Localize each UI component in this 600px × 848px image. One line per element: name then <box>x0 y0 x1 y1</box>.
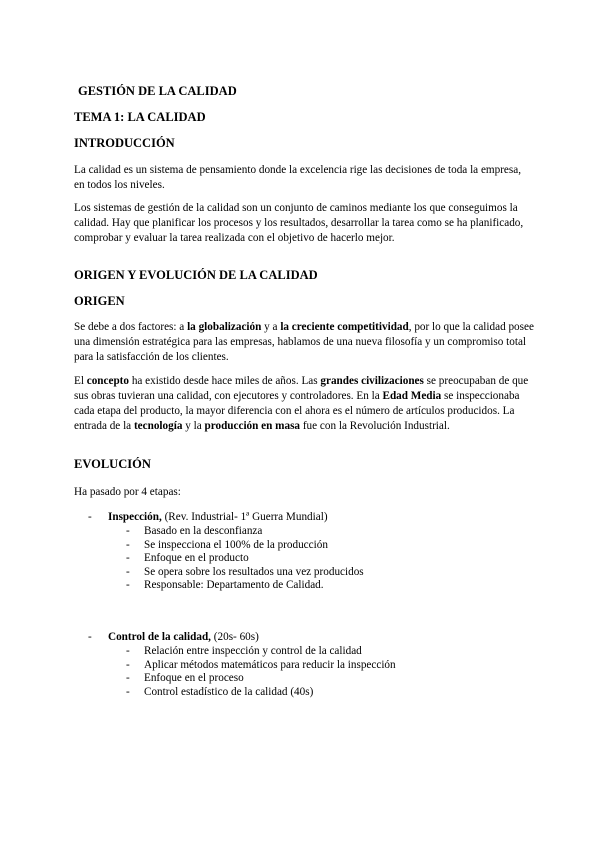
bullet-dash: - <box>126 645 130 657</box>
stage-detail: (20s- 60s) <box>210 631 259 643</box>
stage-heading <box>88 510 528 525</box>
bullet-dash: - <box>126 552 130 565</box>
list-item <box>88 552 528 566</box>
stage-title: Control de la calidad, <box>108 631 211 643</box>
list-item <box>88 672 528 686</box>
bullet-dash: - <box>88 511 92 523</box>
text-run: , por lo que la calidad posee una dimensión estratégica para las empresas, hablamos de una nueva filosofía y un compromiso total para la satisfacción de los clientes. <box>74 321 534 363</box>
bullet-dash: - <box>126 672 130 685</box>
list-item <box>88 566 528 580</box>
text-run: fue con la Revolución Industrial. <box>300 420 450 432</box>
list-item <box>88 645 528 659</box>
list-item-text: Responsable: Departamento de Calidad. <box>144 579 324 592</box>
list-item <box>88 659 528 673</box>
bullet-dash: - <box>126 579 130 592</box>
evolucion-intro: Ha pasado por 4 etapas: <box>74 486 181 498</box>
bullet-dash: - <box>126 565 130 578</box>
text-run: y a <box>261 321 281 333</box>
list-item-text: Aplicar métodos matemáticos para reducir la inspección <box>144 658 396 671</box>
text-run: ha existido desde hace miles de años. Las <box>129 375 321 387</box>
list-item-text: Se inspecciona el 100% de la producción <box>144 538 328 551</box>
origen-evolucion-heading: ORIGEN Y EVOLUCIÓN DE LA CALIDAD <box>74 268 318 282</box>
list-item-text: Se opera sobre los resultados una vez producidos <box>144 565 364 578</box>
list-item-text: Relación entre inspección y control de la calidad <box>144 645 362 657</box>
bullet-dash: - <box>126 538 130 551</box>
list-item <box>88 525 528 539</box>
stage-control-calidad <box>88 630 528 699</box>
bold-run: Edad Media <box>382 390 442 402</box>
bold-run: producción en masa <box>204 420 301 432</box>
document-title: GESTIÓN DE LA CALIDAD <box>78 84 237 98</box>
stage-inspeccion <box>88 510 528 593</box>
stage-items <box>88 645 528 699</box>
text-run: y la <box>182 420 205 432</box>
tema-heading: TEMA 1: LA CALIDAD <box>74 110 206 124</box>
stage-detail: (Rev. Industrial- 1ª Guerra Mundial) <box>161 511 328 523</box>
bullet-dash: - <box>126 525 130 537</box>
list-item <box>88 579 528 593</box>
origen-paragraph-2 <box>74 374 534 434</box>
bold-run: grandes civilizaciones <box>320 375 424 387</box>
text-run: se inspeccionaba cada etapa del producto, la mayor diferencia con el ahora es el número de artículos producidos. La entrada de la <box>74 390 520 432</box>
list-item-text: Enfoque en el proceso <box>144 672 244 685</box>
stage-title: Inspección, <box>108 511 162 523</box>
intro-heading: INTRODUCCIÓN <box>74 136 175 150</box>
bullet-dash: - <box>88 631 92 643</box>
list-item <box>88 539 528 553</box>
bold-run: concepto <box>86 375 130 387</box>
list-item-text: Enfoque en el producto <box>144 552 249 565</box>
origen-heading: ORIGEN <box>74 294 125 308</box>
origen-paragraph-1 <box>74 320 534 365</box>
bold-run: la globalización <box>187 321 262 333</box>
list-item <box>88 686 528 700</box>
text-run: se preocupaban de que sus obras tuvieran una calidad, con ejecutores y controladores. En la <box>74 375 529 402</box>
evolucion-heading: EVOLUCIÓN <box>74 457 151 471</box>
bullet-dash: - <box>126 658 130 671</box>
bold-run: la creciente competitividad <box>280 321 409 333</box>
bold-run: tecnología <box>133 420 183 432</box>
text-run: El <box>74 375 87 387</box>
intro-paragraph-1: La calidad es un sistema de pensamiento donde la excelencia rige las decisiones de toda la empresa, en todos los niveles. <box>74 164 522 191</box>
stage-heading <box>88 630 528 645</box>
list-item-text: Control estadístico de la calidad (40s) <box>144 685 314 698</box>
bullet-dash: - <box>126 685 130 698</box>
text-run: Se debe a dos factores: a <box>74 321 188 333</box>
intro-paragraph-2: Los sistemas de gestión de la calidad son un conjunto de caminos mediante los que conseguimos la calidad. Hay que planificar los procesos y los resultados, desarrollar la tarea como se ha planificado, comprobar y evaluar la tarea realizada con el objetivo de hacerlo mejor. <box>74 202 524 244</box>
list-item-text: Basado en la desconfianza <box>144 525 263 537</box>
stage-items <box>88 525 528 593</box>
